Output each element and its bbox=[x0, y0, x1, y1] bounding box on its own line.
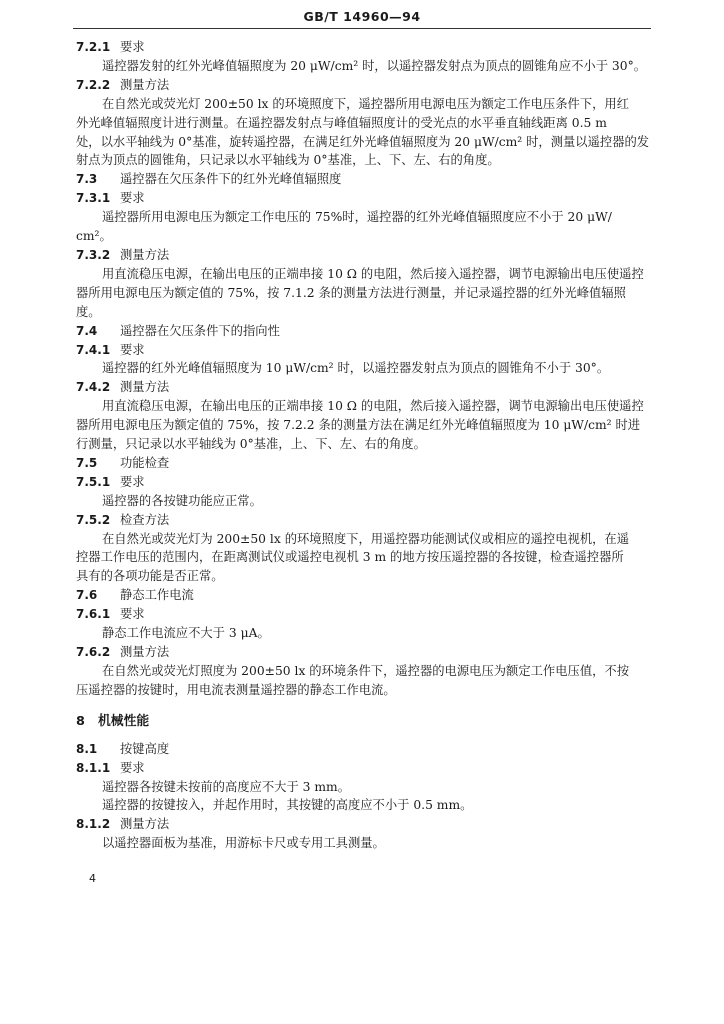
section-number: 8 bbox=[76, 713, 85, 729]
clause-title: 静态工作电流 bbox=[120, 588, 194, 603]
section-heading bbox=[76, 712, 648, 732]
clause-number: 7.4 bbox=[76, 323, 98, 338]
paragraph-line: 器所用电源电压为额定值的 75%，按 7.1.2 条的测量方法进行测量，并记录遥控器的红外光峰值辐照 bbox=[76, 285, 626, 300]
clause-title: 要求 bbox=[120, 760, 145, 775]
clause-heading bbox=[76, 454, 648, 473]
clause-heading bbox=[76, 605, 648, 624]
paragraph-line: 以遥控器面板为基准，用游标卡尺或专用工具测量。 bbox=[102, 836, 385, 851]
paragraph-line: 静态工作电流应不大于 3 μA。 bbox=[102, 626, 270, 641]
clause-number: 7.2.2 bbox=[76, 77, 111, 92]
paragraph-line: cm²。 bbox=[76, 229, 112, 244]
clause-number: 7.3.1 bbox=[76, 191, 111, 206]
clause-number: 7.5 bbox=[76, 455, 98, 470]
clause-number: 8.1.2 bbox=[76, 817, 111, 832]
paragraph-line: 在自然光或荧光灯为 200±50 lx 的环境照度下，用遥控器功能测试仪或相应的遥控电视机，在遥 bbox=[102, 531, 630, 546]
paragraph-line: 遥控器所用电源电压为额定工作电压的 75%时，遥控器的红外光峰值辐照度应不小于 20 μW/ bbox=[102, 210, 612, 225]
clause-number: 7.6.2 bbox=[76, 645, 111, 659]
clause-title: 测量方法 bbox=[120, 645, 170, 659]
clause-heading bbox=[76, 759, 648, 778]
clause-title: 要求 bbox=[120, 474, 145, 489]
header-rule bbox=[73, 28, 651, 29]
paragraph-line: 遥控器发射的红外光峰值辐照度为 20 μW/cm² 时，以遥控器发射点为顶点的圆锥角应不小于 30°。 bbox=[102, 58, 647, 73]
clause-heading bbox=[76, 341, 648, 360]
clause-heading bbox=[76, 586, 648, 605]
clause-heading bbox=[76, 38, 648, 57]
paragraph-line: 遥控器的红外光峰值辐照度为 10 μW/cm² 时，以遥控器发射点为顶点的圆锥角不小于 30°。 bbox=[102, 361, 610, 376]
clause-number: 7.2.1 bbox=[76, 40, 111, 54]
clause-title: 测量方法 bbox=[120, 380, 170, 395]
clause-number: 7.3 bbox=[76, 172, 98, 187]
paragraph-line: 具有的各项功能是否正常。 bbox=[76, 569, 224, 584]
clause-heading bbox=[76, 246, 648, 265]
clause-heading bbox=[76, 322, 648, 341]
clause-number: 7.4.2 bbox=[76, 380, 111, 395]
clause-number: 7.6.1 bbox=[76, 607, 111, 622]
clause-title: 功能检查 bbox=[120, 455, 170, 470]
paragraph-line: 遥控器各按键未按前的高度应不大于 3 mm。 bbox=[102, 779, 351, 794]
paragraph-line: 度。 bbox=[76, 304, 101, 319]
clause-title: 测量方法 bbox=[120, 247, 170, 262]
clause-number: 7.4.1 bbox=[76, 342, 111, 357]
clause-heading bbox=[76, 473, 648, 492]
section-title: 机械性能 bbox=[98, 713, 150, 729]
paragraph-line: 外光峰值辐照度计进行测量。在遥控器发射点与峰值辐照度计的受光点的水平垂直轴线距离 0.5 m bbox=[76, 115, 607, 130]
clause-number: 7.5.1 bbox=[76, 474, 111, 489]
paragraph-line: 射点为顶点的圆锥角，只记录以水平轴线为 0°基准，上、下、左、右的角度。 bbox=[76, 153, 500, 168]
clause-number: 7.6 bbox=[76, 588, 98, 603]
clause-title: 要求 bbox=[120, 607, 145, 622]
paragraph-line: 控器工作电压的范围内，在距离测试仪或遥控电视机 3 m 的地方按压遥控器的各按键，检查遥控器所 bbox=[76, 550, 624, 565]
page-number: 4 bbox=[89, 872, 96, 885]
clause-title: 检查方法 bbox=[120, 512, 170, 527]
clause-heading bbox=[76, 76, 648, 95]
paragraph-line: 在自然光或荧光灯照度为 200±50 lx 的环境条件下，遥控器的电源电压为额定工作电压值，不按 bbox=[102, 663, 630, 678]
clause-title: 要求 bbox=[120, 191, 145, 206]
clause-heading bbox=[76, 170, 648, 189]
paragraph-line: 用直流稳压电源，在输出电压的正端串接 10 Ω 的电阻，然后接入遥控器，调节电源输出电压使遥控 bbox=[102, 399, 644, 414]
clause-title: 遥控器在欠压条件下的红外光峰值辐照度 bbox=[120, 172, 342, 187]
clause-heading bbox=[76, 815, 648, 834]
clause-number: 7.5.2 bbox=[76, 512, 111, 527]
clause-title: 按键高度 bbox=[120, 741, 170, 756]
clause-heading bbox=[76, 378, 648, 397]
clause-heading bbox=[76, 189, 648, 208]
clause-title: 要求 bbox=[120, 342, 145, 357]
clause-number: 8.1.1 bbox=[76, 760, 111, 775]
clause-heading bbox=[76, 511, 648, 530]
paragraph-line: 处，以水平轴线为 0°基准，旋转遥控器，在满足红外光峰值辐照度为 20 μW/cm² 时，测量以遥控器的发 bbox=[76, 134, 650, 149]
document-body bbox=[76, 38, 648, 853]
paragraph-line: 行测量，只记录以水平轴线为 0°基准，上、下、左、右的角度。 bbox=[76, 437, 426, 452]
paragraph-line: 遥控器的按键按入，并起作用时，其按键的高度应不小于 0.5 mm。 bbox=[102, 798, 473, 813]
clause-number: 7.3.2 bbox=[76, 247, 111, 262]
clause-title: 测量方法 bbox=[120, 817, 170, 832]
clause-title: 要求 bbox=[120, 40, 145, 54]
clause-heading bbox=[76, 643, 648, 662]
paragraph-line: 遥控器的各按键功能应正常。 bbox=[102, 493, 262, 508]
paragraph-line: 用直流稳压电源，在输出电压的正端串接 10 Ω 的电阻，然后接入遥控器，调节电源输出电压使遥控 bbox=[102, 266, 644, 281]
clause-title: 遥控器在欠压条件下的指向性 bbox=[120, 323, 280, 338]
clause-title: 测量方法 bbox=[120, 77, 170, 92]
paragraph-line: 器所用电源电压为额定值的 75%，按 7.2.2 条的测量方法在满足红外光峰值辐照度为 10 μW/cm² 时进 bbox=[76, 418, 641, 433]
paragraph-line: 压遥控器的按键时，用电流表测量遥控器的静态工作电流。 bbox=[76, 682, 396, 697]
clause-number: 8.1 bbox=[76, 741, 98, 756]
document-header: GB/T 14960—94 bbox=[303, 9, 421, 24]
clause-heading bbox=[76, 740, 648, 759]
paragraph-line: 在自然光或荧光灯 200±50 lx 的环境照度下，遥控器所用电源电压为额定工作电压条件下，用红 bbox=[102, 96, 630, 111]
